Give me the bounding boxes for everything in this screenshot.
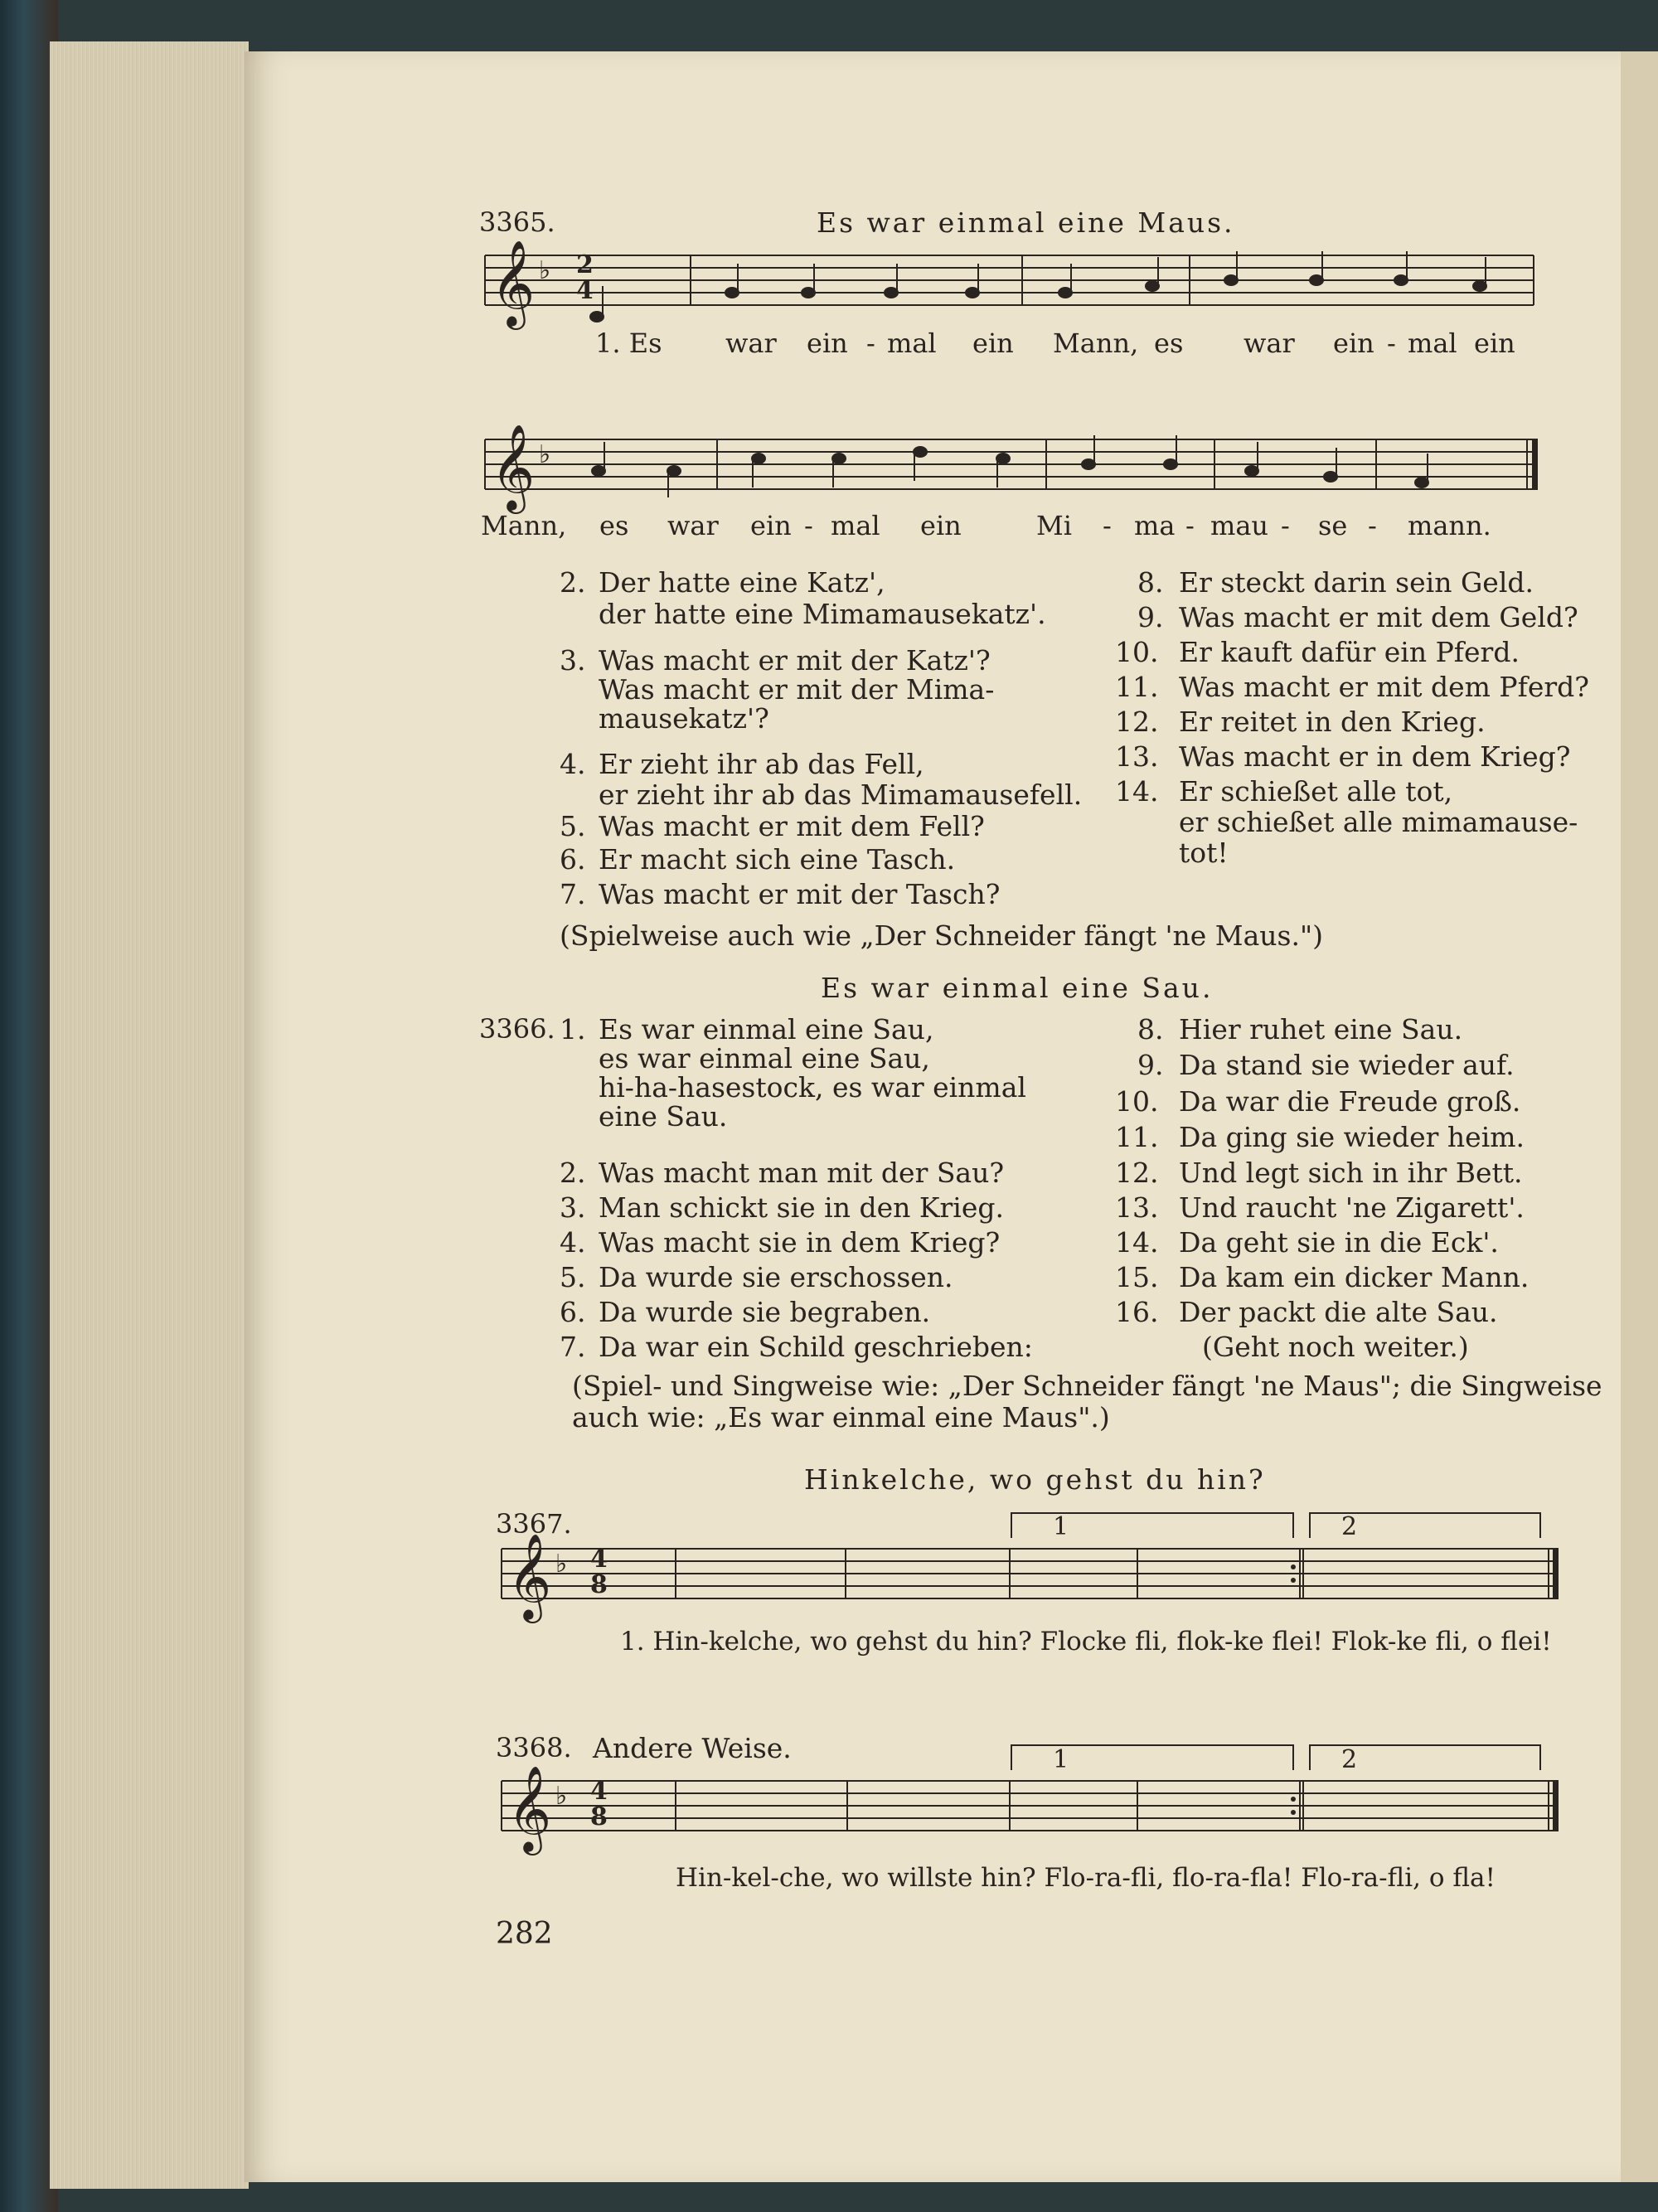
verse-number: 3. <box>560 644 586 677</box>
song-subtitle-3368: Andere Weise. <box>593 1732 792 1764</box>
performance-note-3366: (Spiel- und Singweise wie: „Der Schneider fängt 'ne Maus"; die Singweise <box>572 1370 1602 1402</box>
verse-line: tot! <box>1179 837 1229 869</box>
verse-line: er schießet alle mimamause- <box>1179 806 1578 838</box>
time-sig-top-3367: 4 <box>590 1545 608 1574</box>
verse-line: Da ging sie wieder heim. <box>1179 1121 1525 1153</box>
song-title-3365: Es war einmal eine Maus. <box>817 206 1235 239</box>
verse-line: Was macht er mit dem Fell? <box>599 810 985 842</box>
continued-note-3366: (Geht noch weiter.) <box>1202 1331 1469 1363</box>
lyric-syllable: mal <box>1408 327 1457 359</box>
lyric-syllable: mal <box>831 510 880 541</box>
verse-line: Er schießet alle tot, <box>1179 775 1453 808</box>
lyric-syllable: war <box>667 510 719 541</box>
verse-line: Und legt sich in ihr Bett. <box>1179 1157 1523 1189</box>
verse-number: 12. <box>1115 706 1159 738</box>
verse-number: 14. <box>1115 1226 1159 1259</box>
staff-3365-line1 <box>485 250 1534 305</box>
verse-line: Er zieht ihr ab das Fell, <box>599 748 924 780</box>
lyric-syllable: ein <box>972 327 1014 359</box>
verse-line: Und raucht 'ne Zigarett'. <box>1179 1191 1525 1224</box>
lyric-syllable: mal <box>887 327 937 359</box>
verse-line: Er macht sich eine Tasch. <box>599 843 956 876</box>
verse-number: 11. <box>1115 1121 1159 1153</box>
verse-number: 13. <box>1115 1191 1159 1224</box>
verse-line: Der hatte eine Katz', <box>599 566 885 599</box>
verse-line: Da geht sie in die Eck'. <box>1179 1226 1499 1259</box>
lyric-syllable: war <box>725 327 777 359</box>
verse-line: Er steckt darin sein Geld. <box>1179 566 1534 599</box>
volta-2-3368: 2 <box>1341 1745 1358 1774</box>
svg-text:♭: ♭ <box>539 256 551 285</box>
lyric-syllable: - <box>1281 510 1290 541</box>
song-title-3367: Hinkelche, wo gehst du hin? <box>804 1463 1266 1496</box>
verse-number: 10. <box>1115 1085 1159 1118</box>
verse-number: 3. <box>560 1191 586 1224</box>
song-title-3366: Es war einmal eine Sau. <box>821 972 1214 1004</box>
lyric-syllable: es <box>1154 327 1184 359</box>
verse-number: 14. <box>1115 775 1159 808</box>
lyric-syllable: ein <box>807 327 848 359</box>
verse-line: Er reitet in den Krieg. <box>1179 706 1486 738</box>
performance-note-3366: auch wie: „Es war einmal eine Maus".) <box>572 1401 1110 1433</box>
svg-text:♭: ♭ <box>539 440 551 469</box>
verse-line: er zieht ihr ab das Mimamausefell. <box>599 779 1083 811</box>
verse-line: Da kam ein dicker Mann. <box>1179 1261 1530 1293</box>
verse-line: Was macht er mit der Mima- <box>599 673 995 706</box>
lyric-syllable: Mi <box>1036 510 1072 541</box>
song-number-3366: 3366. <box>479 1013 555 1045</box>
verse-line: Da war die Freude groß. <box>1179 1085 1521 1118</box>
lyric-syllable: - <box>1185 510 1195 541</box>
verse-number: 6. <box>560 843 586 876</box>
performance-note-3365: (Spielweise auch wie „Der Schneider fängt 'ne Maus.") <box>560 919 1324 952</box>
verse-number: 4. <box>560 748 586 780</box>
svg-text:𝄞: 𝄞 <box>507 1533 552 1620</box>
verse-number: 2. <box>560 566 586 599</box>
verse-number: 5. <box>560 810 586 842</box>
svg-text:𝄞: 𝄞 <box>491 240 536 327</box>
volta-1-3367: 1 <box>1053 1512 1069 1541</box>
song-number-3367: 3367. <box>496 1508 572 1540</box>
song-number-3365: 3365. <box>479 206 555 238</box>
lyric-syllable: mau <box>1210 510 1269 541</box>
verse-line: es war einmal eine Sau, <box>599 1042 930 1074</box>
lyric-syllable: Mann, <box>481 510 567 541</box>
lyric-syllable: - <box>804 510 813 541</box>
verse-line: Da wurde sie erschossen. <box>599 1261 953 1293</box>
lyric-syllable: mann. <box>1408 510 1491 541</box>
lyric-syllable: ma <box>1134 510 1176 541</box>
verse-line: Hier ruhet eine Sau. <box>1179 1013 1463 1045</box>
time-sig-bottom-3365: 4 <box>576 276 594 305</box>
verse-line: mausekatz'? <box>599 702 769 735</box>
verse-number: 2. <box>560 1157 586 1189</box>
verse-line: Was macht er in dem Krieg? <box>1179 740 1571 773</box>
verse-number: 8. <box>1137 1013 1164 1045</box>
verse-line: Was macht er mit der Katz'? <box>599 644 991 677</box>
note-heads <box>590 251 1486 497</box>
verse-line: Was macht sie in dem Krieg? <box>599 1226 1001 1259</box>
time-sig-top-3365: 2 <box>576 250 594 279</box>
verse-number: 15. <box>1115 1261 1159 1293</box>
lyrics-3367: 1. Hin-kelche, wo gehst du hin? Flocke fli, flok-ke flei! Flok-ke fli, o flei! <box>620 1627 1552 1657</box>
staff-3365-line2 <box>485 439 1538 489</box>
lyric-syllable: se <box>1318 510 1348 541</box>
volta-1-3368: 1 <box>1053 1745 1069 1774</box>
treble-clefs <box>491 240 551 1855</box>
verse-line: Es war einmal eine Sau, <box>599 1013 934 1045</box>
lyric-syllable: ein <box>1474 327 1515 359</box>
lyric-syllable: 1. Es <box>595 327 662 359</box>
volta-2-3367: 2 <box>1341 1512 1358 1541</box>
verse-number: 16. <box>1115 1296 1159 1328</box>
verse-number: 5. <box>560 1261 586 1293</box>
time-sig-bottom-3367: 8 <box>590 1570 608 1599</box>
lyrics-3368: Hin-kel-che, wo willste hin? Flo-ra-fli, flo-ra-fla! Flo-ra-fli, o fla! <box>676 1863 1496 1893</box>
lyric-syllable: ein <box>920 510 962 541</box>
lyric-syllable: war <box>1244 327 1295 359</box>
lyric-syllable: ein <box>1333 327 1374 359</box>
verse-line: Da stand sie wieder auf. <box>1179 1049 1515 1081</box>
verse-line: eine Sau. <box>599 1100 728 1133</box>
verse-number: 13. <box>1115 740 1159 773</box>
verse-line: Da war ein Schild geschrieben: <box>599 1331 1033 1363</box>
staff-3367 <box>502 1513 1559 1598</box>
verse-line: Man schickt sie in den Krieg. <box>599 1191 1004 1224</box>
verse-line: Da wurde sie begraben. <box>599 1296 931 1328</box>
verse-line: Was macht er mit dem Geld? <box>1179 601 1578 633</box>
lyric-syllable: - <box>1103 510 1112 541</box>
verse-line: Was macht er mit der Tasch? <box>599 878 1001 910</box>
verse-number: 4. <box>560 1226 586 1259</box>
verse-number: 8. <box>1137 566 1164 599</box>
verse-line: der hatte eine Mimamausekatz'. <box>599 598 1046 630</box>
verse-number: 11. <box>1115 671 1159 703</box>
verse-line: hi-ha-hasestock, es war einmal <box>599 1071 1026 1104</box>
verse-line: Der packt die alte Sau. <box>1179 1296 1498 1328</box>
time-sig-top-3368: 4 <box>590 1777 608 1806</box>
lyric-syllable: ein <box>750 510 792 541</box>
time-sig-bottom-3368: 8 <box>590 1802 608 1831</box>
lyric-syllable: - <box>866 327 875 359</box>
verse-number: 10. <box>1115 636 1159 668</box>
svg-text:𝄞: 𝄞 <box>491 424 536 511</box>
song-number-3368: 3368. <box>496 1732 572 1763</box>
verse-number: 6. <box>560 1296 586 1328</box>
svg-text:𝄞: 𝄞 <box>507 1765 552 1852</box>
verse-number: 12. <box>1115 1157 1159 1189</box>
lyric-syllable: - <box>1387 327 1396 359</box>
verse-number: 9. <box>1137 601 1164 633</box>
verse-number: 7. <box>560 1331 586 1363</box>
verse-number: 9. <box>1137 1049 1164 1081</box>
verse-number: 1. <box>560 1013 586 1045</box>
lyric-syllable: es <box>599 510 629 541</box>
verse-line: Was macht man mit der Sau? <box>599 1157 1005 1189</box>
page-number: 282 <box>496 1917 553 1951</box>
svg-text:♭: ♭ <box>555 1782 568 1811</box>
verse-number: 7. <box>560 878 586 910</box>
lyric-syllable: Mann, <box>1053 327 1139 359</box>
verse-line: Was macht er mit dem Pferd? <box>1179 671 1589 703</box>
svg-text:♭: ♭ <box>555 1550 568 1579</box>
lyric-syllable: - <box>1368 510 1377 541</box>
verse-line: Er kauft dafür ein Pferd. <box>1179 636 1520 668</box>
